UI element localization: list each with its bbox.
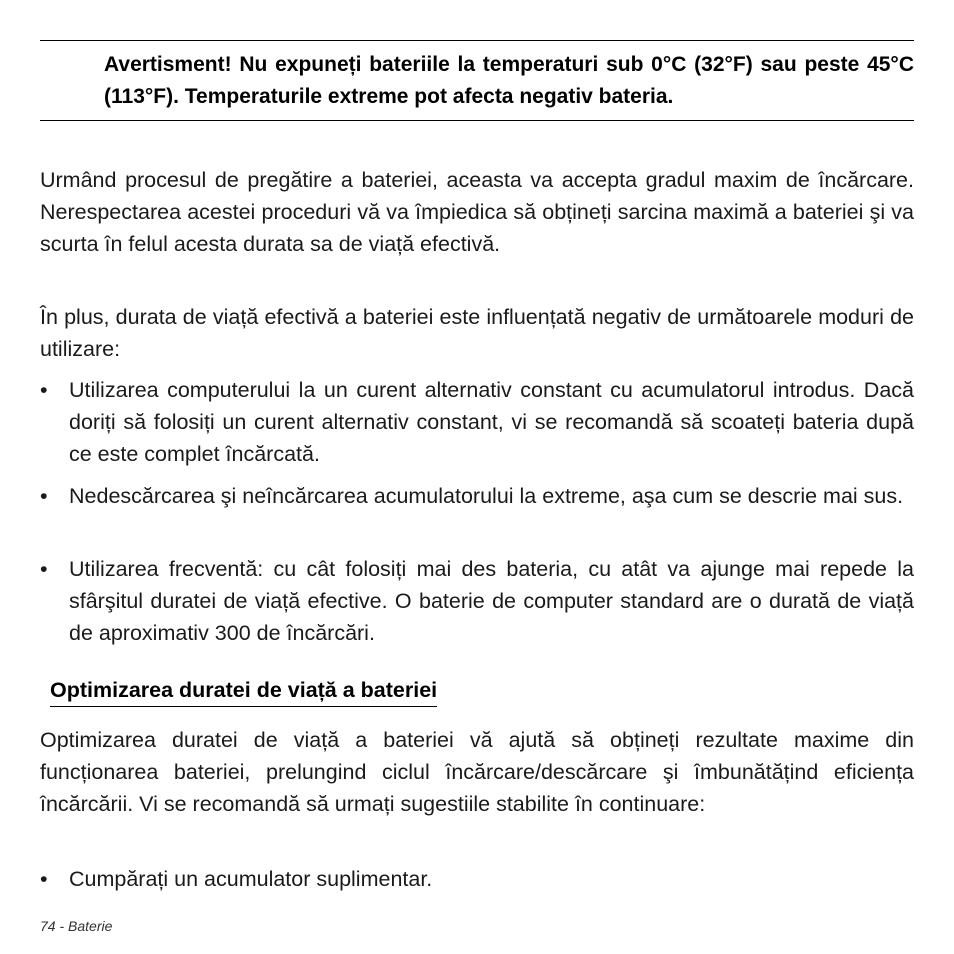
list-item (40, 553, 914, 649)
section-heading: Optimizarea duratei de viață a bateriei (50, 674, 437, 707)
list-item-text: Cumpărați un acumulator suplimentar. (69, 867, 433, 891)
bullet-icon: • (40, 484, 48, 508)
list-item-text: Nedescărcarea şi neîncărcarea acumulatorului la extreme, aşa cum se descrie mai sus. (69, 484, 904, 508)
paragraph-preparation: Urmând procesul de pregătire a bateriei, aceasta va accepta gradul maxim de încărcare. Nerespectarea acestei proceduri vă va împiedica să obțineți sarcina maximă a bateriei şi va scurta în felul acesta durata sa de viață efectivă. (40, 168, 914, 256)
list-item (40, 863, 914, 895)
list-item-text: Utilizarea frecventă: cu cât folosiți mai des bateria, cu atât va ajunge mai repede la sfârşitul duratei de viață efective. O baterie de computer standard are o durată de viață de aproximativ 300 de încărcări. (69, 557, 914, 645)
bullet-icon: • (40, 867, 48, 891)
bullet-icon: • (40, 378, 48, 402)
paragraph-usage-intro: În plus, durata de viață efectivă a bateriei este influențată negativ de următoarele moduri de utilizare: (40, 305, 914, 361)
list-item (40, 374, 914, 470)
page-footer: 74 - Baterie (40, 918, 113, 934)
list-item-text: Utilizarea computerului la un curent alternativ constant cu acumulatorul introdus. Dacă doriți să folosiți un curent alternativ constant, vi se recomandă să scoateți bateria după ce este complet încărcată. (69, 378, 914, 466)
paragraph-optimization-intro: Optimizarea duratei de viață a bateriei vă ajută să obțineți rezultate maxime din funcționarea bateriei, prelungind ciclul încărcare/descărcare şi îmbunătățind eficiența încărcării. Vi se recomandă să urmați sugestiile stabilite în continuare: (40, 728, 914, 816)
bullet-icon: • (40, 557, 48, 581)
list-item (40, 480, 914, 512)
warning-text: Avertisment! Nu expuneți bateriile la temperaturi sub 0°C (32°F) sau peste 45°C (113°F). Temperaturile extreme pot afecta negativ bateria. (104, 53, 914, 108)
warning-box (40, 40, 914, 121)
